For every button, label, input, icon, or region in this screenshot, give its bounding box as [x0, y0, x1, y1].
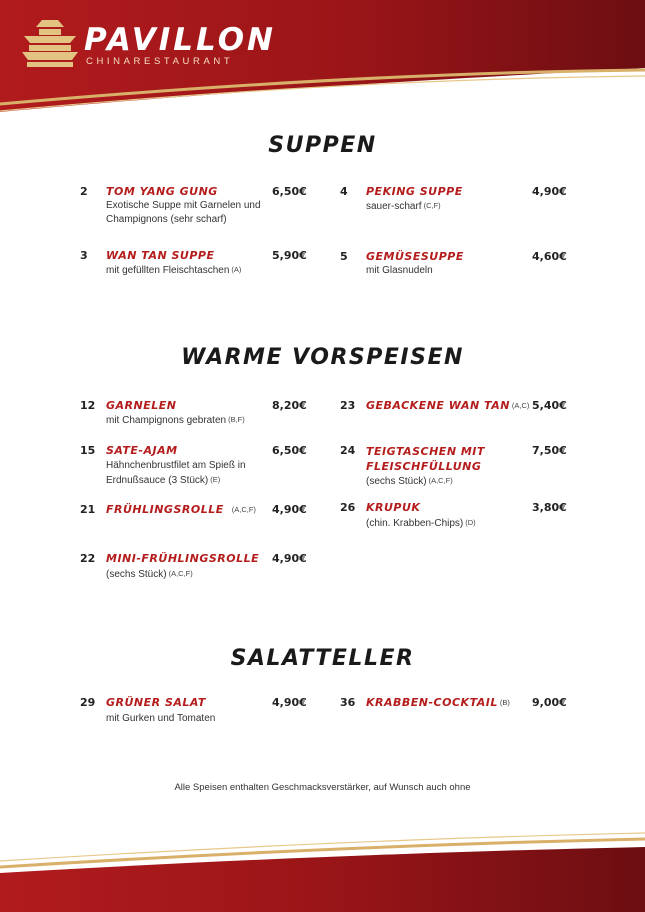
item-description: mit Glasnudeln — [366, 265, 433, 276]
item-number: 26 — [340, 501, 356, 514]
allergen-codes: (B,F) — [228, 415, 245, 424]
item-number: 23 — [340, 399, 356, 412]
item-description-line — [106, 459, 266, 487]
item-description-line — [106, 567, 268, 582]
item-price: 4,90€ — [272, 503, 307, 516]
item-number: 29 — [80, 696, 96, 709]
item-price: 4,90€ — [272, 552, 307, 565]
section-title-suppen: SUPPEN — [268, 133, 377, 158]
allergen-codes: (C,F) — [423, 201, 441, 210]
item-description: mit Gurken und Tomaten — [106, 713, 216, 724]
item-price: 9,00€ — [532, 696, 567, 709]
item-description: (sechs Stück) — [366, 476, 427, 487]
section-title-salatteller: SALATTELLER — [230, 646, 415, 671]
item-price: 3,80€ — [532, 501, 567, 514]
item-name-line — [106, 503, 256, 516]
item-number: 4 — [340, 185, 348, 198]
item-description: Hähnchenbrustfilet am Spieß in Erdnußsauce (3 Stück) — [106, 460, 246, 486]
item-name-line — [366, 696, 510, 709]
item-number: 12 — [80, 399, 96, 412]
item-price: 4,60€ — [532, 250, 567, 263]
item-description: (chin. Krabben-Chips) — [366, 518, 464, 529]
allergen-codes: (A,C) — [511, 401, 530, 410]
item-number: 21 — [80, 503, 96, 516]
item-description: mit gefüllten Fleischtaschen — [106, 265, 230, 276]
item-description-line — [366, 199, 528, 214]
item-description-line — [106, 263, 276, 278]
item-name: PEKING SUPPE — [366, 185, 463, 198]
item-number: 2 — [80, 185, 88, 198]
allergen-codes: (A,C,F) — [231, 505, 256, 514]
brand-subtitle: CHINARESTAURANT — [86, 56, 234, 67]
item-name: GEBACKENE WAN TAN — [366, 399, 510, 412]
brand-name: PAVILLON — [84, 22, 276, 58]
item-name: SATE-AJAM — [106, 444, 178, 457]
allergen-codes: (E) — [210, 474, 221, 484]
item-name: TEIGTASCHEN MIT FLEISCHFÜLLUNG — [366, 445, 485, 473]
item-name: FRÜHLINGSROLLE — [106, 503, 224, 516]
item-description-line — [366, 474, 528, 489]
item-name: WAN TAN SUPPE — [106, 249, 215, 262]
allergen-codes: (A) — [231, 265, 242, 274]
item-description: Exotische Suppe mit Garnelen und Champignons (sehr scharf) — [106, 200, 261, 225]
allergen-codes: (A,C,F) — [168, 569, 193, 578]
item-price: 5,40€ — [532, 399, 567, 412]
item-price: 4,90€ — [532, 185, 567, 198]
item-price: 6,50€ — [272, 444, 307, 457]
item-price: 7,50€ — [532, 444, 567, 457]
section-title-warme-vorspeisen: WARME VORSPEISEN — [181, 345, 464, 370]
footnote: Alle Speisen enthalten Geschmacksverstärker, auf Wunsch auch ohne — [174, 782, 471, 793]
item-number: 15 — [80, 444, 96, 457]
item-name: GRÜNER SALAT — [106, 696, 206, 709]
item-price: 5,90€ — [272, 249, 307, 262]
item-description: (sechs Stück) — [106, 569, 167, 580]
allergen-codes: (A,C,F) — [428, 476, 453, 485]
item-name: TOM YANG GUNG — [106, 185, 218, 198]
item-name: GARNELEN — [106, 399, 177, 412]
item-description-line — [366, 516, 528, 531]
item-name: GEMÜSESUPPE — [366, 250, 464, 263]
item-name: KRABBEN-COCKTAIL — [366, 696, 498, 709]
item-number: 36 — [340, 696, 356, 709]
item-price: 4,90€ — [272, 696, 307, 709]
item-name-line — [366, 399, 529, 412]
pagoda-logo-icon — [20, 18, 80, 70]
allergen-codes: (B) — [499, 698, 510, 707]
item-price: 6,50€ — [272, 185, 307, 198]
allergen-codes: (D) — [465, 518, 476, 527]
item-number: 24 — [340, 444, 356, 457]
item-name: MINI-FRÜHLINGSROLLE — [106, 552, 260, 565]
item-number: 5 — [340, 250, 348, 263]
item-description-line — [106, 413, 276, 428]
footer-banner — [0, 817, 645, 912]
item-description: sauer-scharf — [366, 201, 422, 212]
item-number: 22 — [80, 552, 96, 565]
item-number: 3 — [80, 249, 88, 262]
item-price: 8,20€ — [272, 399, 307, 412]
item-name: KRUPUK — [366, 501, 421, 514]
item-description: mit Champignons gebraten — [106, 415, 227, 426]
